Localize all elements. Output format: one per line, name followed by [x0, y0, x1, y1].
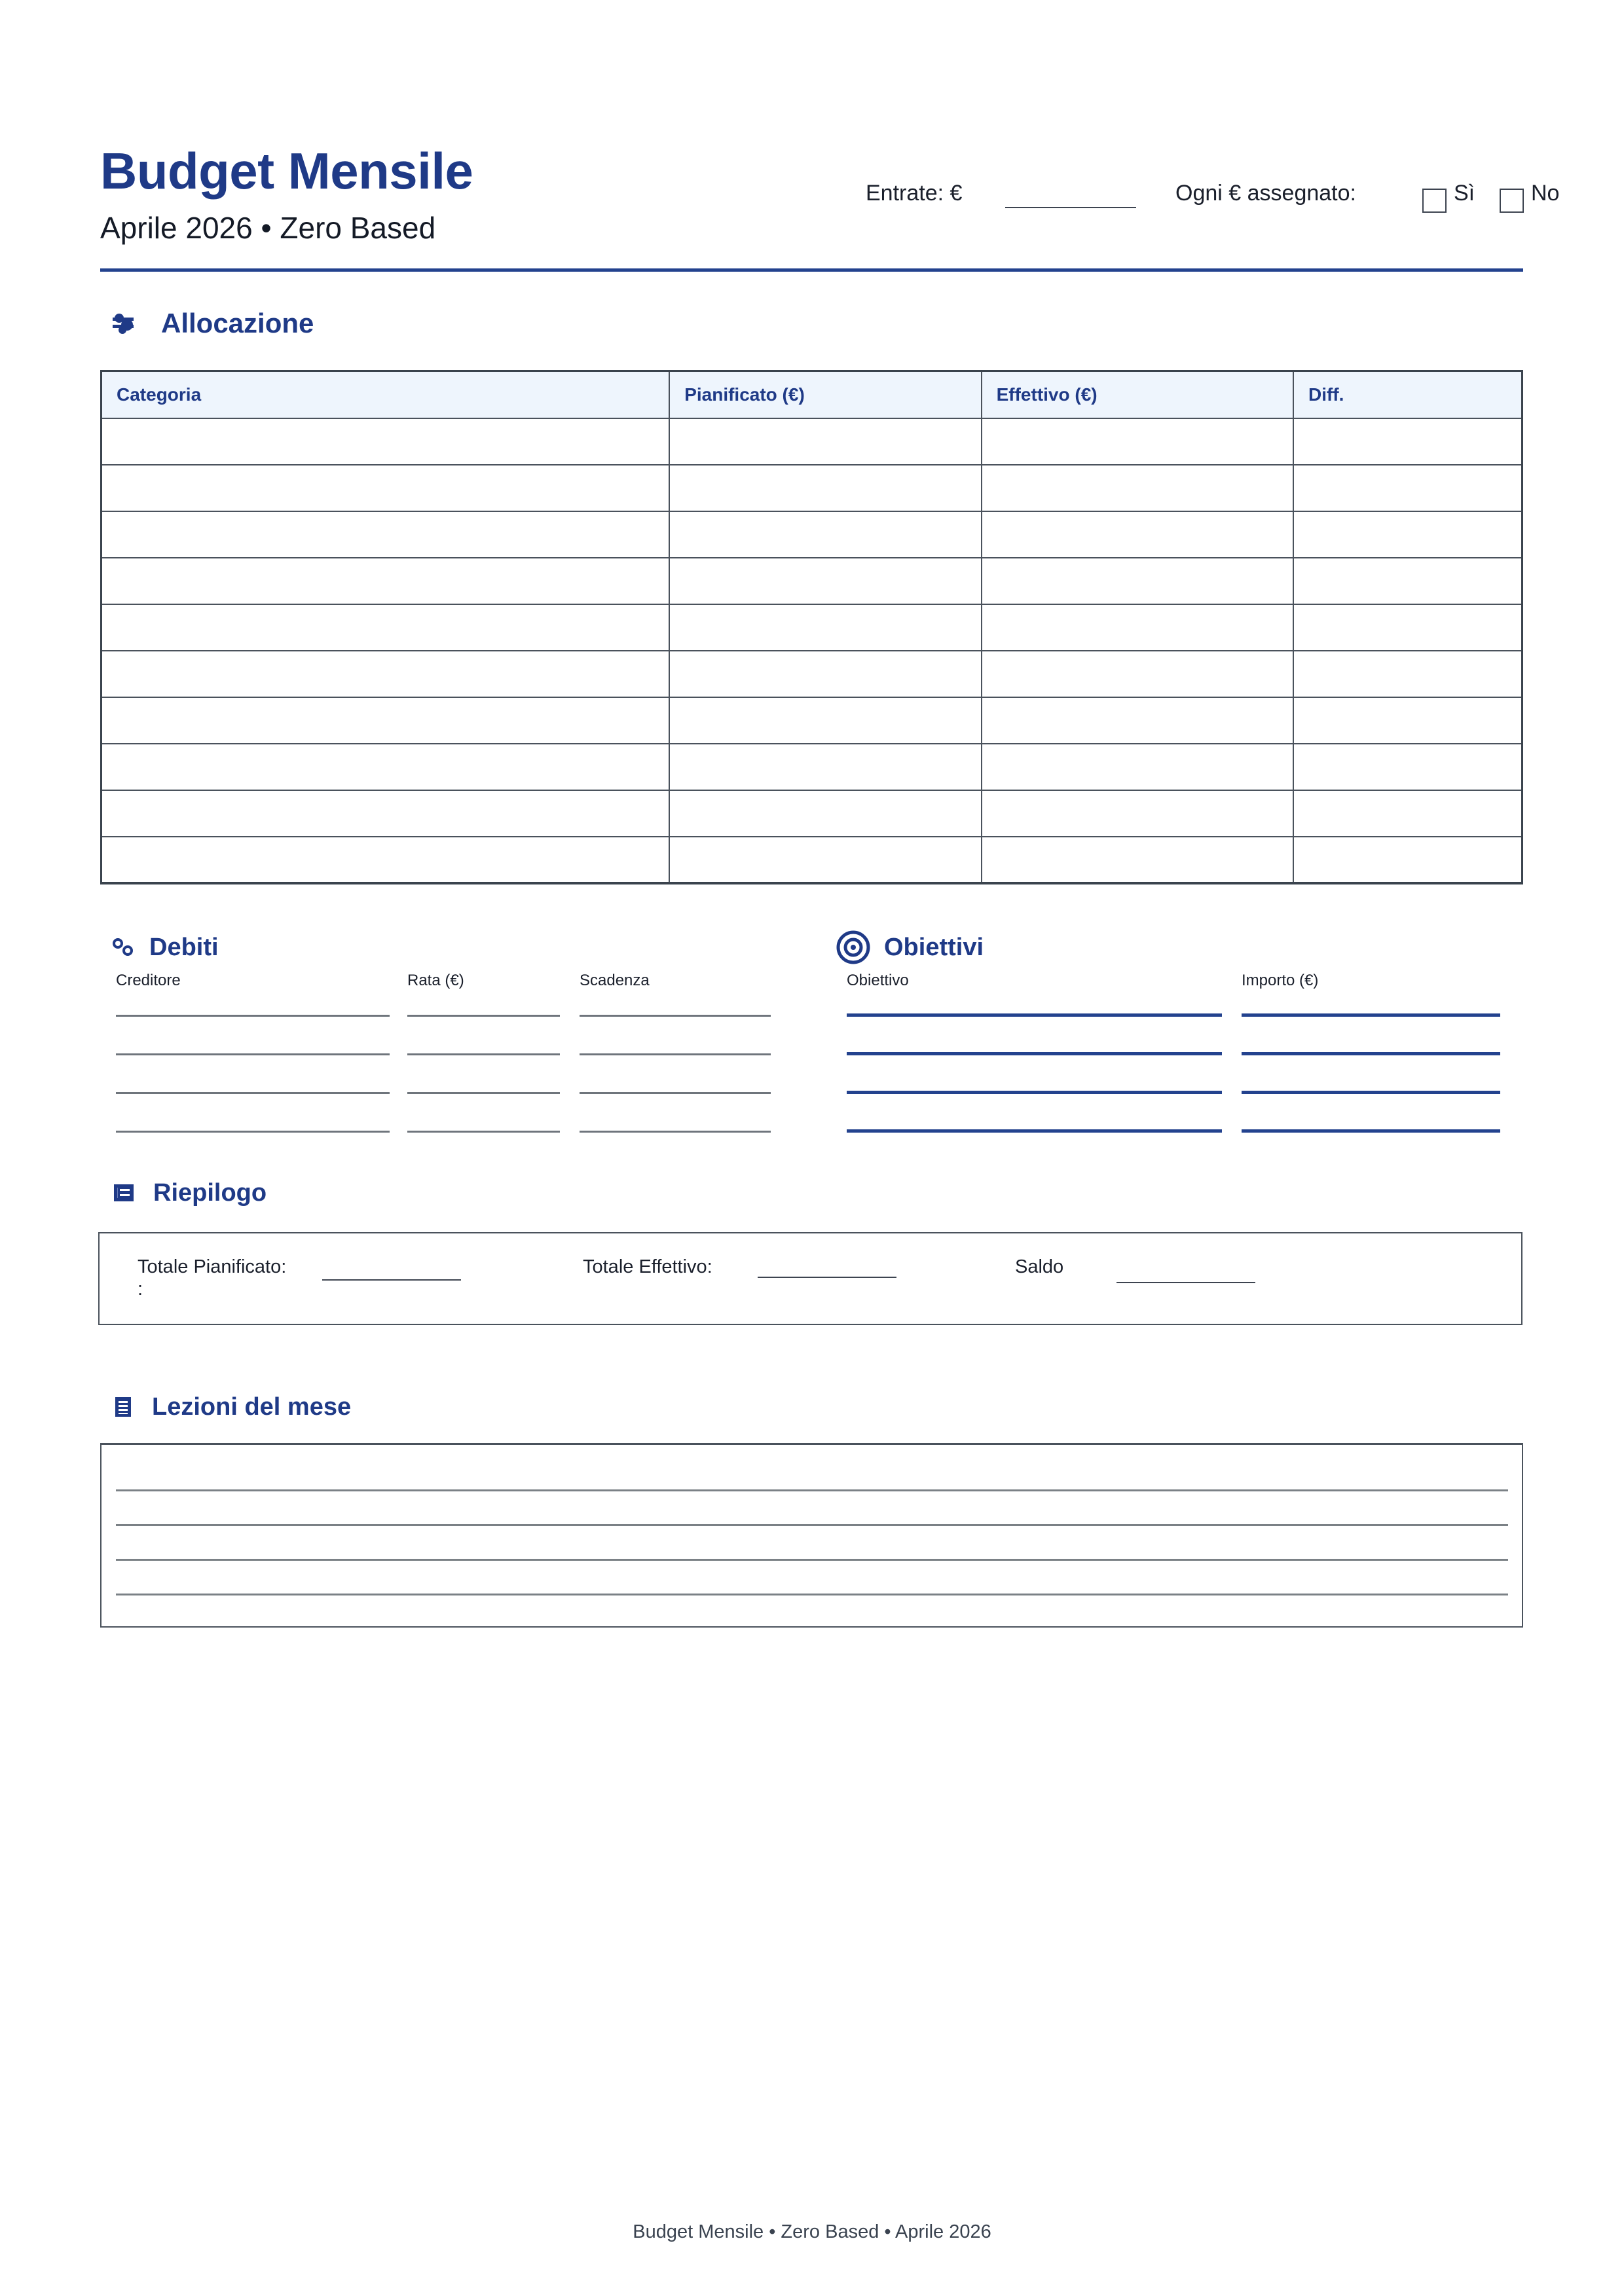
planned-cell[interactable]: [669, 511, 981, 558]
diff-cell[interactable]: [1293, 744, 1522, 790]
actual-cell[interactable]: [982, 418, 1293, 465]
creditor-field[interactable]: [116, 1131, 390, 1133]
lesson-line[interactable]: [116, 1559, 1508, 1561]
summary-list-icon: [114, 1184, 134, 1201]
summary-heading-label: Riepilogo: [153, 1179, 267, 1207]
notes-icon: [115, 1397, 131, 1417]
actual-cell[interactable]: [982, 697, 1293, 744]
due-date-field[interactable]: [580, 1053, 771, 1055]
balance-field[interactable]: [1116, 1282, 1255, 1283]
diff-cell[interactable]: [1293, 790, 1522, 837]
creditor-field[interactable]: [116, 1053, 390, 1055]
balance-label: Saldo: [1015, 1256, 1064, 1277]
goal-field[interactable]: [847, 1013, 1222, 1017]
goal-column-label: Obiettivo: [847, 972, 909, 989]
yes-checkbox[interactable]: [1422, 189, 1447, 213]
installment-field[interactable]: [407, 1131, 560, 1133]
category-cell[interactable]: [101, 697, 670, 744]
lessons-heading-label: Lezioni del mese: [152, 1393, 352, 1421]
goals-heading-label: Obiettivi: [884, 934, 984, 961]
actual-cell[interactable]: [982, 651, 1293, 697]
column-header-planned: Pianificato (€): [669, 371, 981, 418]
allocation-heading: [113, 310, 314, 337]
diff-cell[interactable]: [1293, 418, 1522, 465]
income-field[interactable]: [1005, 207, 1136, 208]
actual-cell[interactable]: [982, 837, 1293, 883]
lessons-box: [100, 1443, 1523, 1628]
category-cell[interactable]: [101, 511, 670, 558]
actual-cell[interactable]: [982, 790, 1293, 837]
category-cell[interactable]: [101, 558, 670, 604]
diff-cell[interactable]: [1293, 558, 1522, 604]
category-cell[interactable]: [101, 418, 670, 465]
creditor-column-label: Creditore: [116, 972, 181, 989]
link-chain-icon: [113, 938, 134, 957]
column-header-actual: Effettivo (€): [982, 371, 1293, 418]
total-planned-overflow: :: [138, 1279, 143, 1300]
planned-cell[interactable]: [669, 465, 981, 511]
goal-amount-field[interactable]: [1242, 1013, 1500, 1017]
due-date-field[interactable]: [580, 1015, 771, 1017]
due-date-column-label: Scadenza: [580, 972, 650, 989]
summary-box: [98, 1232, 1522, 1325]
planned-cell[interactable]: [669, 651, 981, 697]
category-cell[interactable]: [101, 744, 670, 790]
table-row: [101, 651, 1522, 697]
header-divider: [100, 268, 1523, 272]
installment-column-label: Rata (€): [407, 972, 464, 989]
allocation-table: [100, 370, 1523, 884]
goal-amount-field[interactable]: [1242, 1129, 1500, 1133]
diff-cell[interactable]: [1293, 604, 1522, 651]
planned-cell[interactable]: [669, 837, 981, 883]
planned-cell[interactable]: [669, 558, 981, 604]
debts-heading: [113, 935, 219, 960]
total-actual-label: Totale Effettivo:: [583, 1256, 712, 1277]
category-cell[interactable]: [101, 837, 670, 883]
debts-heading-label: Debiti: [149, 934, 219, 961]
amount-column-label: Importo (€): [1242, 972, 1319, 989]
page-subtitle: Aprile 2026 • Zero Based: [100, 211, 436, 245]
page-footer: Budget Mensile • Zero Based • Aprile 2026: [633, 2221, 991, 2242]
goals-heading: [836, 930, 984, 965]
table-row: [101, 697, 1522, 744]
category-cell[interactable]: [101, 651, 670, 697]
lesson-line[interactable]: [116, 1594, 1508, 1595]
lessons-heading: [115, 1394, 351, 1419]
money-coins-icon: [113, 313, 134, 334]
due-date-field[interactable]: [580, 1092, 771, 1094]
table-row: [101, 558, 1522, 604]
due-date-field[interactable]: [580, 1131, 771, 1133]
lesson-line[interactable]: [116, 1524, 1508, 1526]
income-label: Entrate: €: [866, 181, 963, 206]
diff-cell[interactable]: [1293, 511, 1522, 558]
creditor-field[interactable]: [116, 1092, 390, 1094]
actual-cell[interactable]: [982, 465, 1293, 511]
all-assigned-label: Ogni € assegnato:: [1175, 181, 1356, 206]
page-title: Budget Mensile: [100, 142, 473, 200]
planned-cell[interactable]: [669, 418, 981, 465]
goal-field[interactable]: [847, 1129, 1222, 1133]
table-row: [101, 744, 1522, 790]
column-header-category: Categoria: [101, 371, 670, 418]
no-checkbox[interactable]: [1500, 189, 1524, 213]
actual-cell[interactable]: [982, 558, 1293, 604]
planned-cell[interactable]: [669, 604, 981, 651]
category-cell[interactable]: [101, 604, 670, 651]
planned-cell[interactable]: [669, 744, 981, 790]
table-row: [101, 604, 1522, 651]
allocation-heading-label: Allocazione: [161, 308, 314, 338]
total-actual-field[interactable]: [758, 1277, 896, 1278]
goal-amount-field[interactable]: [1242, 1091, 1500, 1094]
column-header-diff: Diff.: [1293, 371, 1522, 418]
planned-cell[interactable]: [669, 697, 981, 744]
table-row: [101, 465, 1522, 511]
no-label: No: [1531, 181, 1560, 206]
goal-field[interactable]: [847, 1091, 1222, 1094]
yes-label: Sì: [1454, 181, 1475, 206]
diff-cell[interactable]: [1293, 465, 1522, 511]
target-icon: [836, 930, 871, 965]
diff-cell[interactable]: [1293, 651, 1522, 697]
installment-field[interactable]: [407, 1015, 560, 1017]
total-planned-field[interactable]: [322, 1279, 461, 1281]
summary-heading: [114, 1180, 267, 1205]
total-planned-label: Totale Pianificato:: [138, 1256, 287, 1277]
category-cell[interactable]: [101, 465, 670, 511]
diff-cell[interactable]: [1293, 697, 1522, 744]
table-header-row: [101, 371, 1522, 418]
category-cell[interactable]: [101, 790, 670, 837]
creditor-field[interactable]: [116, 1015, 390, 1017]
goal-amount-field[interactable]: [1242, 1052, 1500, 1055]
table-row: [101, 837, 1522, 883]
installment-field[interactable]: [407, 1053, 560, 1055]
installment-field[interactable]: [407, 1092, 560, 1094]
actual-cell[interactable]: [982, 511, 1293, 558]
table-row: [101, 418, 1522, 465]
table-row: [101, 511, 1522, 558]
planned-cell[interactable]: [669, 790, 981, 837]
table-row: [101, 790, 1522, 837]
lesson-line[interactable]: [116, 1489, 1508, 1491]
goal-field[interactable]: [847, 1052, 1222, 1055]
diff-cell[interactable]: [1293, 837, 1522, 883]
actual-cell[interactable]: [982, 604, 1293, 651]
actual-cell[interactable]: [982, 744, 1293, 790]
